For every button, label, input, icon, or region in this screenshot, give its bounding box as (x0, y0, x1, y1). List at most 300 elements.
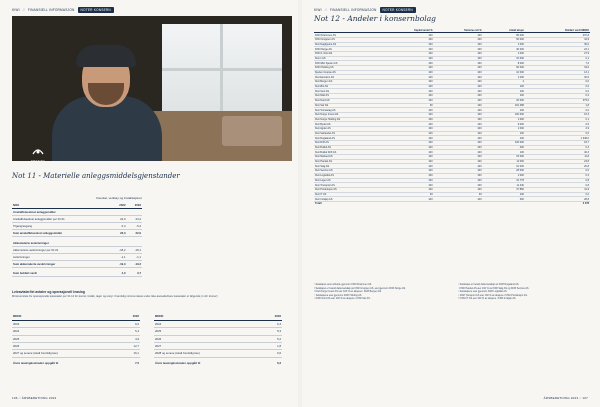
cell-value: 100 (382, 51, 433, 56)
cell-value: 100 (434, 108, 483, 113)
cell-value: 9 000 (483, 122, 525, 127)
column-header: Stemme-rett % (434, 28, 483, 33)
cell-value: 11 440 (483, 183, 525, 188)
row-label: Sum anskaffelseskost anleggsmidler (12, 230, 111, 237)
cell-value: 100 (434, 47, 483, 52)
cell-value: 0,0 (525, 84, 590, 89)
cell-empty (483, 201, 525, 205)
cell-value: 10 000 (483, 56, 525, 61)
cell-value: 90 (382, 103, 433, 108)
row-label: Anskaffelseskost anleggsmidler (12, 209, 111, 216)
cell-value: 100 (434, 169, 483, 174)
cell-value: 100 (434, 61, 483, 66)
cell-value: 100 (382, 80, 433, 85)
column-header: MNOK (154, 313, 263, 320)
cell-value: 20 000 (483, 98, 525, 103)
cell-value: 100 (434, 80, 483, 85)
company-name: Kiwi Produksjon AS (314, 187, 382, 192)
cell-value: 85 000 (483, 33, 525, 38)
cell-value: 100 (483, 150, 525, 155)
cell-value: 100 (434, 136, 483, 141)
row-label: 2028 og senere (totalt fremtidig leie) (154, 350, 263, 357)
table-row (12, 216, 142, 223)
cell-value: 1 000 (483, 173, 525, 178)
cell-value: 2 (483, 80, 525, 85)
table-row (154, 320, 282, 327)
cell-value: 0,8 (525, 183, 590, 188)
cell-value: 0,0 (525, 131, 590, 136)
table-row (154, 342, 282, 349)
cell-value: 1 000 (483, 117, 525, 122)
row-label: Avskrivninger (12, 253, 111, 260)
cell-2023: -5,4 (127, 223, 142, 230)
cell-value: 11 000 (483, 159, 525, 164)
cell-value: 100 (434, 117, 483, 122)
footer-brand: ÅRSBERETNING 2023 (543, 396, 579, 400)
cell-value: 100 (382, 66, 433, 71)
table-row (12, 342, 140, 349)
cell-value: 1 000 (483, 75, 525, 80)
cell-value: 0,2 (525, 173, 590, 178)
sum-label: Totalt (315, 202, 322, 206)
cell-2022: 4,0 (111, 270, 126, 277)
cell-value: 100 (382, 141, 433, 146)
table-row (12, 360, 140, 366)
cell-value: 100 (434, 183, 483, 188)
cell-value: 100 (382, 131, 433, 136)
company-name: Kiwi IT AS (314, 192, 382, 197)
cell-value: 100 (382, 108, 433, 113)
cell-value: 100 (382, 155, 433, 160)
company-name: Kiwi Sørlandet AS (314, 131, 382, 136)
subsidiaries-table (314, 28, 590, 206)
cell-value: 100 (382, 183, 433, 188)
row-label: Akkumulerte avskrivninger per 01.01 (12, 246, 111, 253)
cell-value: 36,0 (525, 42, 590, 47)
row-label: Anskaffelseskost anleggsmidler per 01.01 (12, 216, 111, 223)
row-label: 2026 (12, 342, 121, 349)
footnotes-left (314, 283, 444, 301)
row-value: 6,2 (277, 361, 281, 366)
cell-value: 0,5 (525, 122, 590, 127)
cell-value: 100 (483, 136, 525, 141)
cell-value: 100 (483, 89, 525, 94)
cell-value: 0,0 (525, 192, 590, 197)
cell-2023: -1,1 (127, 253, 142, 260)
table-row (12, 270, 142, 277)
cell-value: 100 (382, 136, 433, 141)
company-name: Kiwi Service AS (314, 169, 382, 174)
cell-value: 41,9 (525, 187, 590, 192)
cell-value: 100 (382, 42, 433, 47)
cell-value: 100 (434, 37, 483, 42)
row-label: 2026 (154, 335, 263, 342)
company-name: Kiwi Bydel AS (314, 122, 382, 127)
cell-value: 100 (434, 112, 483, 117)
cell-value: 100 (434, 66, 483, 71)
row-value: 6,0 (121, 320, 140, 327)
brand-logo (27, 146, 49, 161)
column-header: Antall aksjer (483, 28, 525, 33)
company-name: Kiwi Logistikk AS (314, 173, 382, 178)
footnote: ⁸ Selskapene eies gjennom KIWI Logistikk AS. (458, 290, 508, 293)
cell-value: 30 000 (483, 47, 525, 52)
row-value: 5,3 (263, 328, 282, 335)
cell-empty (382, 201, 433, 205)
company-name: Kiwi 1 AS (314, 56, 382, 61)
cell-value: 100 (382, 94, 433, 99)
row-value: 1,8 (263, 342, 282, 349)
cell-value: 100 (382, 84, 433, 89)
company-name: Kiwi Marked AS (314, 155, 382, 160)
cell-value: 181 488 (483, 103, 525, 108)
page-footer-right: ÅRSBERETNING 2023 // 107 (543, 396, 588, 400)
cell-value: 100 (434, 126, 483, 131)
cell-value: 100 (382, 61, 433, 66)
cell-value: 100 (382, 75, 433, 80)
cell-value: 0,1 (525, 117, 590, 122)
column-header: MNOK (12, 313, 121, 320)
row-label: Akkumulerte avskrivninger (12, 240, 111, 247)
logo-icon (27, 146, 49, 159)
company-name: KIWI Øst Kjeden AS (314, 61, 382, 66)
cell-value: 100 (483, 84, 525, 89)
footnote: ⁴ Selskapene eies gjennom KIWI Holding AS. (314, 293, 363, 297)
photo-person (42, 41, 162, 161)
table-subtitle: Inventar, verktøy og installasjoner (95, 196, 142, 200)
cell-value: 100 (382, 112, 433, 117)
fixed-assets-table (12, 202, 142, 277)
footnote: ⁶ Selskapet er heleid datterselskap av KIWI Rogaland AS. (458, 283, 520, 286)
row-label: Tilgang/avgang (12, 223, 111, 230)
row-label: 2025 (12, 335, 121, 342)
cell-value: 0,2 (525, 94, 590, 99)
table-row (154, 335, 282, 342)
cell-value: 60 000 (483, 66, 525, 71)
cell-value: 100 (483, 108, 525, 113)
company-name: Kiwi Vest AS (314, 89, 382, 94)
cell-value: 100 (434, 187, 483, 192)
lease-table-2023 (154, 313, 282, 367)
logo-label: TREKTO (31, 159, 45, 161)
cell-2023: 3,7 (127, 270, 142, 277)
cell-value: 0,0 (525, 169, 590, 174)
company-name: KIWI Norge AS (314, 47, 382, 52)
cell-value: 44,9 (525, 37, 590, 42)
sum-row (314, 201, 590, 205)
row-value: 6,4 (263, 320, 282, 327)
table-row (12, 350, 140, 357)
company-name: Kiwi Norge Invest AS (314, 112, 382, 117)
cell-value: 100 (434, 94, 483, 99)
cell-value: 0,8 (525, 178, 590, 183)
cell-value: 100 (434, 103, 483, 108)
note-12-title: Not 12 - Andeler i konsernbolag (314, 14, 436, 23)
cell-value: 100 (382, 37, 433, 42)
note-11-title: Not 11 - Materielle anleggsmiddelsgjenstander (12, 172, 180, 180)
cell-value: 100 (434, 141, 483, 146)
cell-value: 100 (382, 164, 433, 169)
footnote: ² Selskapet er heleid datterselskap av KIWI Gruppen AS, eiet gjennom KIWI Norge AS. (314, 286, 406, 290)
cell-value: 27,9 (525, 51, 590, 56)
photo-window (162, 24, 282, 114)
cell-2022: 0,4 (111, 223, 126, 230)
cell-value: 2,9 (525, 126, 590, 131)
company-name: Kjeden Gruppe AS (314, 70, 382, 75)
cell-value: 1,8 (525, 103, 590, 108)
cell-value: 100 (434, 164, 483, 169)
cell-value: 1 000 (483, 51, 525, 56)
cell-2023: -18,1 (127, 246, 142, 253)
cell-value: 28,8 (525, 197, 590, 202)
cell-value: 100 (434, 178, 483, 183)
cell-value: 0,0 (525, 108, 590, 113)
cell-value: 100 (382, 70, 433, 75)
cell-value: 100 (434, 155, 483, 160)
cell-value: 0,3 (525, 145, 590, 150)
footer-brand: ÅRSBERETNING 2023 (21, 396, 57, 400)
cell-value: 375,0 (525, 98, 590, 103)
cell-value: 100 (434, 42, 483, 47)
photo-cushion (222, 116, 282, 146)
cell-value: 100 (382, 169, 433, 174)
column-header: NOK (12, 202, 111, 209)
cell-2023: 23,4 (127, 216, 142, 223)
company-name: Kiwi Innkjøp AS (314, 197, 382, 202)
cell-value: 100 (434, 33, 483, 38)
company-name: Kiwi Lager AS (314, 178, 382, 183)
row-value: 5,2 (263, 335, 282, 342)
cell-value: 400 (483, 145, 525, 150)
cell-value: 100 (434, 159, 483, 164)
table-row (12, 246, 142, 253)
cell-value: 93 (434, 192, 483, 197)
company-name: Kiwi Dagligvare AS (314, 42, 382, 47)
cell-value: 100 (434, 122, 483, 127)
cell-value: 28 000 (483, 169, 525, 174)
hero-photo (12, 16, 292, 161)
company-name: KIWI Drammen AS (314, 33, 382, 38)
row-label: Sum bokført verdi (12, 270, 111, 277)
cell-value: 100 (382, 173, 433, 178)
cell-value: 15 000 (483, 155, 525, 160)
cell-value: 100 (434, 84, 483, 89)
company-name: Kiwi Bergen AS (314, 80, 382, 85)
row-value: 4,9 (121, 335, 140, 342)
company-name: Kiwi Transport AS (314, 183, 382, 188)
company-name: Kiwi Handel AS (314, 159, 382, 164)
table-row (154, 328, 282, 335)
cell-value: 100 (382, 178, 433, 183)
row-value: 5,4 (121, 328, 140, 335)
cell-value: 20,8 (525, 164, 590, 169)
cell-value: 100 (382, 187, 433, 192)
row-label: Årets leasingkostnader oppgått til (155, 361, 201, 366)
cell-value: 40,3 (525, 150, 590, 155)
leasing-description: Minimumsleie for operasjonelle leieavtaler per 31.12 for kontor, butikk, lager og utstyr. Framtidig minimumsleie under ikke-kansellerbare leieavtaler er følgende (i mill. kroner): (12, 295, 219, 298)
company-name: Kiwi Nord AS (314, 98, 382, 103)
row-value: 16,1 (121, 350, 140, 357)
company-name: Kiwi Trøndelag AS (314, 108, 382, 113)
cell-value: 100 (434, 89, 483, 94)
cell-value: 8 000 (483, 61, 525, 66)
company-name: Kiwi Eiendom AS (314, 75, 382, 80)
cell-value: 13,1 (525, 70, 590, 75)
cell-value: 100 (434, 197, 483, 202)
row-label: Årets leasingkostnader oppgått til (13, 361, 59, 366)
cell-value: 100 (382, 33, 433, 38)
cell-value: 15,3 (525, 112, 590, 117)
table-row (12, 209, 142, 216)
cell-value: 300 (483, 197, 525, 202)
column-header: 2023 (263, 313, 282, 320)
footnote: ⁵ KIWI Nord AS eier 100 % av aksjene i KIWI Sør AS. (314, 297, 371, 300)
company-name: Kiwi Norge Holding AS (314, 117, 382, 122)
cell-value: 100 (382, 117, 433, 122)
cell-value: 100 (434, 150, 483, 155)
row-label: Sum akkumulerte avskrivninger (12, 260, 111, 267)
page-number: 106 (12, 396, 18, 400)
cell-value: 23,8 (525, 159, 590, 164)
page-header (314, 7, 416, 13)
cell-value: 100 (382, 126, 433, 131)
company-name: Kiwi Agder AS (314, 126, 382, 131)
cell-value: 100 (483, 94, 525, 99)
table-row (12, 223, 142, 230)
footnote: ¹ Selskapet eies indirekte gjennom KIWI Drammen AS. (314, 283, 372, 286)
cell-value: 100 (483, 192, 525, 197)
cell-value: 0,0 (525, 80, 590, 85)
row-label: 2025 (154, 328, 263, 335)
footnote: ¹⁰ KIWI IT AS eier 100 % av aksjene i KIWI Innkjøp AS. (458, 297, 517, 300)
cell-value: 41 778 (483, 178, 525, 183)
cell-value: 50 000 (483, 37, 525, 42)
right-page (302, 0, 600, 407)
page-footer-left: 106 // ÅRSBERETNING 2023 (12, 396, 57, 400)
footnotes-right (458, 283, 588, 301)
cell-value: 34,0 (525, 66, 590, 71)
cell-2022 (111, 209, 126, 216)
cell-value: 100 (434, 98, 483, 103)
cell-2022: 23,3 (111, 230, 126, 237)
company-name: Kiwi Midt AS (314, 94, 382, 99)
cell-value: 100 (382, 89, 433, 94)
cell-value: 1 348,0 (525, 136, 590, 141)
page-number: 107 (582, 396, 588, 400)
lease-table-2022 (12, 313, 140, 367)
cell-value: 100 (434, 173, 483, 178)
table-row (12, 328, 140, 335)
company-name: Kiwi Øst AS (314, 84, 382, 89)
cell-2022: -19,3 (111, 260, 126, 267)
cell-value: 100 (434, 131, 483, 136)
cell-value: 30,6 (525, 75, 590, 80)
cell-value: 1 000 (483, 42, 525, 47)
row-label: 2023 (12, 320, 121, 327)
column-header: Bokført verdi MNOK (525, 28, 590, 33)
column-header: Kapital andel % (382, 28, 433, 33)
footnote: ⁹ KIWI Transport AS eier 100 % av aksjene i KIWI Produksjon AS. (458, 293, 528, 297)
cell-value: 10 000 (483, 70, 525, 75)
cell-2023 (127, 209, 142, 216)
cell-value: 100 (382, 197, 433, 202)
header-section: FINANSIELL INFORMASJON (329, 8, 377, 12)
row-label: 2027 og senere (totalt fremtidig leie) (12, 350, 121, 357)
sum-value: 2 478 (582, 202, 589, 206)
cell-value: 100 (434, 56, 483, 61)
company-name: Kiwi Butikk AS (314, 145, 382, 150)
row-label: 2027 (154, 342, 263, 349)
header-separator: // (324, 8, 327, 12)
cell-value: 100 000 (483, 112, 525, 117)
cell-2022: -1,1 (111, 253, 126, 260)
company-name: Kiwi Butikk Drift AS (314, 150, 382, 155)
cell-value: 100 (434, 75, 483, 80)
cell-2023: -19,2 (127, 260, 142, 267)
cell-value: 93 (382, 192, 433, 197)
row-value: 12,7 (121, 342, 140, 349)
table-row (154, 360, 282, 366)
left-page (0, 0, 298, 407)
header-section: FINANSIELL INFORMASJON (27, 8, 75, 12)
row-value: 7,5 (135, 361, 139, 366)
company-name: KIWI Gruppen AS (314, 37, 382, 42)
column-header: 2022 (111, 202, 126, 209)
company-name: Kiwi Salg AS (314, 164, 382, 169)
cell-value: 1 000 (483, 126, 525, 131)
cell-value: 10 000 (483, 164, 525, 169)
leasing-title: Leieavtaler/lei avtaler og operasjonell leasing (12, 290, 85, 294)
row-label: 2024 (154, 320, 263, 327)
company-name: KIWI 1 Oslo AS (314, 51, 382, 56)
cell-value: 18,7 (525, 141, 590, 146)
cell-value: 100 (434, 70, 483, 75)
cell-2022: -18,2 (111, 246, 126, 253)
table-row (12, 260, 142, 267)
company-name: Kiwi Sør AS (314, 103, 382, 108)
footnote: ⁷ KIWI Handel AS eier 100 % av KIWI Salg AS og KIWI Service AS. (458, 286, 530, 290)
cell-value: 100 (434, 145, 483, 150)
cell-value: 100 (434, 51, 483, 56)
cell-value: 0,1 (525, 56, 590, 61)
header-tag: NOTER KONSERN (78, 7, 114, 13)
column-header: 2022 (121, 313, 140, 320)
table-row (12, 230, 142, 237)
cell-value: 23,1 (525, 47, 590, 52)
cell-value: 100 (382, 145, 433, 150)
cell-value: 100 (382, 122, 433, 127)
cell-value: 100 (483, 131, 525, 136)
cell-value: 11,8 (525, 155, 590, 160)
company-name: Kiwi Rogaland AS (314, 136, 382, 141)
cell-value: 0,0 (525, 89, 590, 94)
cell-value: 37 882 (483, 187, 525, 192)
header-separator: // (22, 8, 25, 12)
header-tag: NOTER KONSERN (380, 7, 416, 13)
cell-value: 407,8 (525, 33, 590, 38)
cell-value: 100 (382, 150, 433, 155)
cell-value: 7,6 (525, 61, 590, 66)
company-name: KIWI Holding AS (314, 66, 382, 71)
cell-value: 100 (382, 98, 433, 103)
cell-value: 100 000 (483, 141, 525, 146)
header-brand: KIWI (12, 8, 20, 12)
footnote: ³ Kiwi Norge Invest AS eier 100 % av aksjene i KIWI Bergen AS. (314, 290, 382, 293)
column-header: 2023 (127, 202, 142, 209)
page-header (12, 7, 114, 13)
cell-value: 100 (382, 159, 433, 164)
table-row (12, 253, 142, 260)
